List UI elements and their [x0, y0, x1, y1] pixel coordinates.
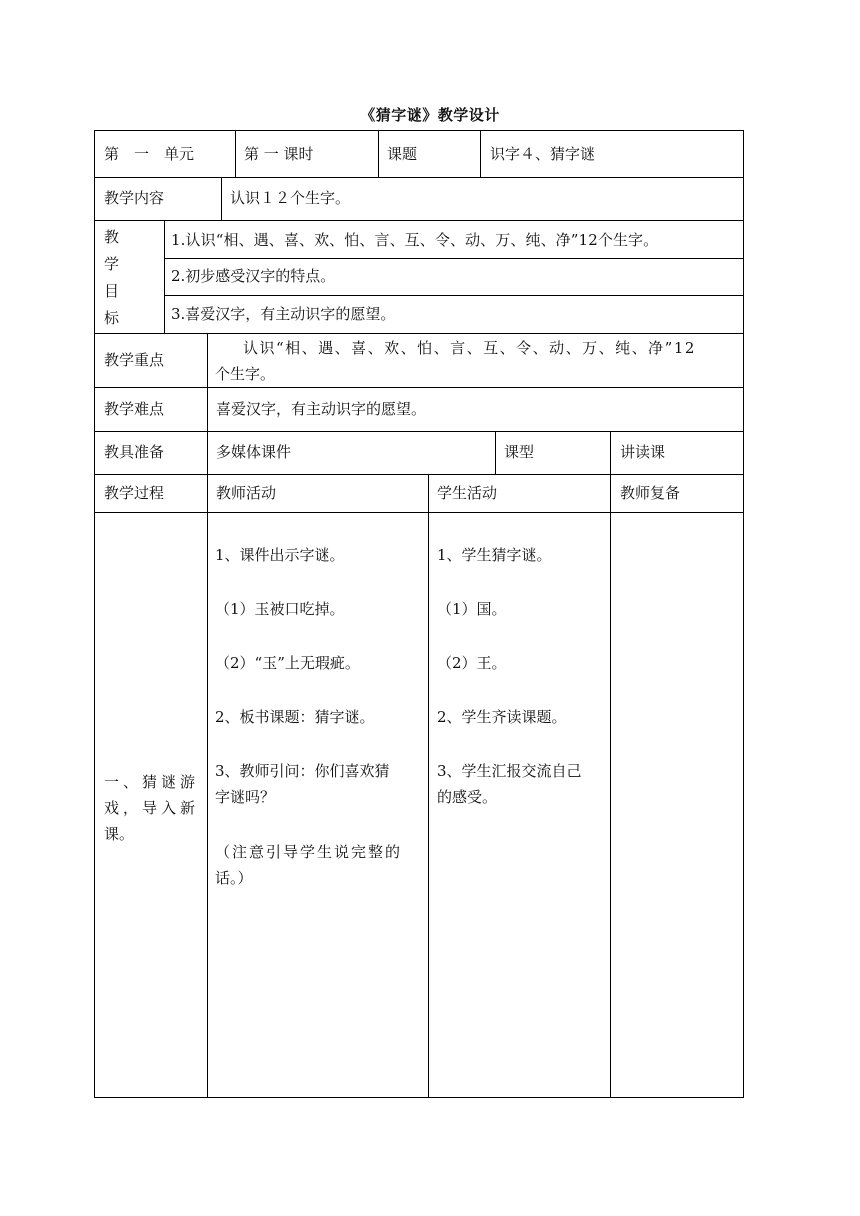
teacher-review-header: 教师复备	[620, 484, 681, 502]
key-points-line: 个生字。	[215, 365, 276, 383]
student-activity-line: 3、学生汇报交流自己	[437, 762, 582, 780]
stage-line: 课。	[104, 825, 135, 843]
teacher-activity-line: 字谜吗？	[215, 788, 276, 806]
tools-value: 多媒体课件	[216, 443, 292, 461]
difficulty-value: 喜爱汉字，有主动识字的愿望。	[216, 400, 427, 418]
teacher-activity-header: 教师活动	[216, 484, 277, 502]
teacher-activity-line: 2、板书课题：猜字谜。	[215, 708, 375, 726]
key-points-label: 教学重点	[104, 351, 165, 369]
teacher-activity-line: （2）“玉”上无瑕疵。	[215, 654, 360, 672]
student-activity-line: （2）王。	[437, 654, 507, 672]
stage-line: 一、猜谜游	[104, 773, 200, 791]
teacher-activity-line: 1、课件出示字谜。	[215, 546, 345, 564]
student-activity-header: 学生活动	[437, 484, 498, 502]
objectives-label-char: 学	[104, 255, 120, 273]
difficulty-label: 教学难点	[104, 400, 165, 418]
objective-item: 3.喜爱汉字，有主动识字的愿望。	[171, 305, 396, 323]
content-value: 认识１２个生字。	[230, 189, 351, 207]
teacher-activity-line: （1）玉被口吃掉。	[215, 600, 345, 618]
process-header-label: 教学过程	[104, 484, 165, 502]
key-points-line: 认识“相、遇、喜、欢、怕、言、互、令、动、万、纯、净”12	[243, 339, 696, 357]
teacher-activity-line: （注意引导学生说完整的	[215, 843, 403, 861]
teacher-activity-line: 话。）	[215, 869, 253, 887]
tools-label: 教具准备	[104, 443, 165, 461]
page-title: 《猜字谜》教学设计	[360, 106, 500, 124]
content-label: 教学内容	[104, 189, 165, 207]
student-activity-line: 的感受。	[437, 788, 498, 806]
objectives-label-char: 目	[104, 282, 120, 300]
student-activity-line: 1、学生猜字谜。	[437, 546, 552, 564]
student-activity-line: 2、学生齐读课题。	[437, 708, 567, 726]
lesson-type-value: 讲读课	[620, 443, 666, 461]
lesson-type-label: 课型	[504, 443, 535, 461]
objective-item: 2.初步感受汉字的特点。	[171, 267, 336, 285]
objectives-label-char: 标	[104, 309, 120, 327]
stage-line: 戏，导入新	[104, 799, 200, 817]
topic-label: 课题	[387, 145, 418, 163]
teacher-activity-line: 3、教师引问：你们喜欢猜	[215, 762, 390, 780]
lesson-cell: 第 一 课时	[244, 145, 314, 163]
topic-value: 识字４、猜字谜	[490, 145, 596, 163]
objectives-label-char: 教	[104, 228, 120, 246]
unit-cell: 第 一 单元	[104, 145, 195, 163]
student-activity-line: （1）国。	[437, 600, 507, 618]
objective-item: 1.认识“相、遇、喜、欢、怕、言、互、令、动、万、纯、净”12个生字。	[171, 231, 659, 249]
